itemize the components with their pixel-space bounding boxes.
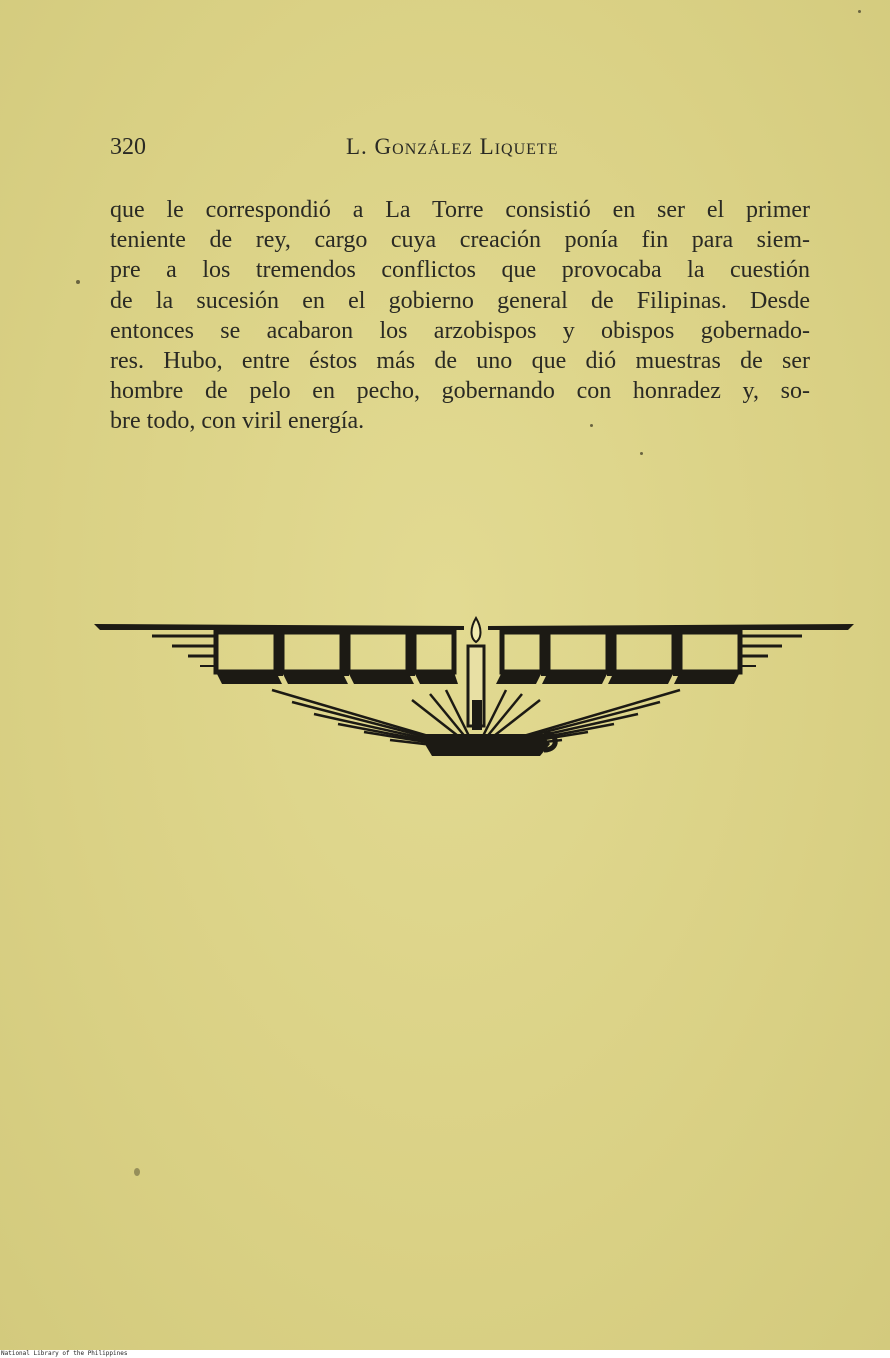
page-header	[110, 134, 810, 166]
page-number: 320	[110, 134, 146, 160]
paper-speck	[76, 280, 80, 284]
text-line: pre a los tremendos conflictos que provocaba la cuestión	[110, 257, 810, 284]
books-and-candle-ornament-icon	[92, 610, 856, 770]
paper-speck	[858, 10, 861, 13]
text-line: teniente de rey, cargo cuya creación ponía fin para siem-	[110, 227, 810, 254]
footer-credit-bar	[0, 1350, 890, 1358]
text-line: res. Hubo, entre éstos más de uno que dió muestras de ser	[110, 347, 810, 374]
footer-credit: National Library of the Philippines	[1, 1350, 128, 1357]
paper-speck	[590, 424, 593, 427]
text-line: hombre de pelo en pecho, gobernando con honradez y, so-	[110, 378, 810, 405]
paper-speck	[640, 452, 643, 455]
text-line: que le correspondió a La Torre consistió en ser el primer	[110, 197, 810, 223]
text-line: de la sucesión en el gobierno general de Filipinas. Desde	[110, 287, 810, 314]
text-line: entonces se acabaron los arzobispos y obispos gobernado-	[110, 317, 810, 344]
body-paragraph	[110, 195, 810, 437]
running-title: L. González Liquete	[346, 134, 559, 159]
text-line: bre todo, con viril energía.	[110, 408, 365, 435]
paper-speck	[134, 1168, 140, 1176]
